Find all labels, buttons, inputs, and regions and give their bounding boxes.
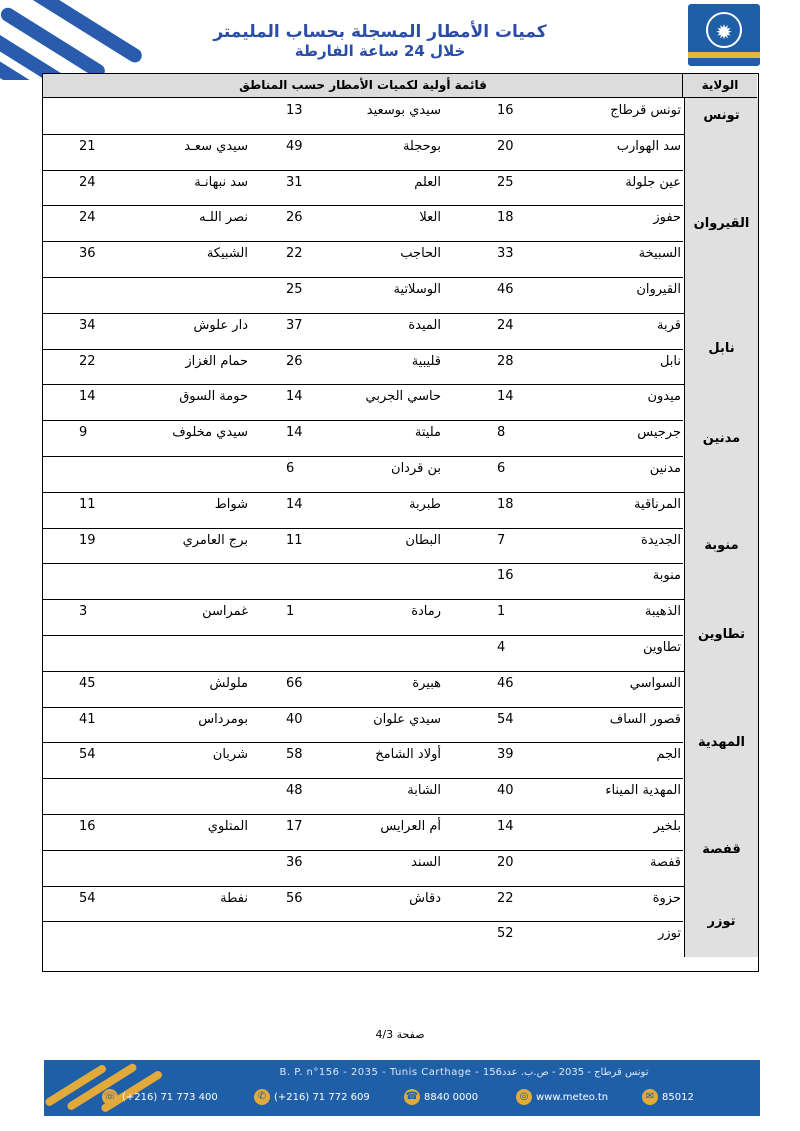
row-divider	[43, 563, 683, 564]
fax-number: (+216) 71 773 400	[122, 1092, 218, 1103]
rainfall-value: 14	[286, 496, 303, 512]
rainfall-value: 36	[79, 246, 96, 262]
station-name: القيروان	[636, 282, 681, 297]
rainfall-value: 24	[79, 210, 96, 226]
list-header: قائمة أولية لكميات الأمطار حسب المناطق	[239, 78, 487, 92]
rainfall-value: 17	[286, 819, 303, 834]
row-divider	[43, 528, 683, 529]
rainfall-value: 52	[497, 926, 514, 942]
station-name: قفصة	[649, 854, 681, 870]
rainfall-value: 58	[286, 747, 303, 763]
station-name: بن قردان	[391, 461, 441, 476]
rainfall-value: 24	[79, 174, 96, 190]
rainfall-value: 3	[79, 604, 88, 620]
rainfall-value: 9	[79, 425, 88, 441]
station-name: نابل	[659, 353, 681, 369]
station-name: عين جلولة	[625, 174, 681, 190]
station-name: حفوز	[653, 210, 681, 226]
rainfall-value: 14	[286, 425, 303, 441]
row-divider	[43, 420, 683, 421]
station-name: تطاوين	[642, 640, 681, 655]
rainfall-value: 45	[79, 675, 96, 691]
hotline-number: 8840 0000	[424, 1092, 479, 1103]
governorate-label: تونس	[684, 98, 758, 134]
page-subtitle: خلال 24 ساعة الفارطة	[294, 42, 466, 60]
rainfall-value: 54	[79, 747, 96, 763]
station-name: مدنين	[649, 461, 681, 476]
rainfall-value: 40	[286, 711, 303, 727]
rainfall-value: 49	[286, 138, 303, 154]
governorate-label: نابل	[684, 313, 758, 385]
station-name: سيدي بوسعيد	[366, 103, 441, 118]
footer-sms	[642, 1089, 694, 1107]
page-number: صفحة 4/3	[375, 1028, 425, 1041]
governorate-label: تطاوين	[684, 599, 758, 671]
meteo-tunisia-logo	[688, 4, 760, 66]
governorate-divider	[43, 814, 757, 815]
row-divider	[43, 349, 683, 350]
rainfall-value: 1	[286, 604, 295, 620]
row-divider	[43, 277, 683, 278]
governorate-divider	[43, 671, 757, 672]
rainfall-value: 14	[497, 389, 514, 405]
footer-website	[516, 1089, 608, 1107]
station-name: جرجيس	[637, 425, 681, 441]
rainfall-value: 36	[286, 854, 303, 870]
station-name: الحاجب	[400, 246, 441, 262]
rainfall-value: 66	[286, 675, 303, 691]
row-divider	[43, 850, 683, 851]
rainfall-value: 22	[497, 890, 514, 906]
row-divider	[43, 205, 683, 206]
rainfall-value: 54	[497, 711, 514, 727]
station-name: ميدون	[647, 389, 681, 405]
governorate-divider	[43, 492, 757, 493]
governorate-label: منوبة	[684, 492, 758, 599]
station-name: هبيرة	[412, 675, 441, 691]
logo-band	[688, 52, 760, 58]
station-name: مليتة	[414, 425, 441, 441]
station-name: قربة	[657, 317, 681, 333]
row-divider	[43, 456, 683, 457]
hotline-icon: ☎	[404, 1089, 420, 1105]
rainfall-value: 11	[286, 532, 303, 548]
governorate-divider	[43, 313, 757, 314]
rainfall-value: 6	[497, 461, 506, 476]
globe-icon: ◎	[516, 1089, 532, 1105]
station-name: حزوة	[652, 890, 681, 906]
station-name: الشبيكة	[206, 246, 248, 262]
station-name: العلا	[419, 210, 441, 226]
rainfall-value: 24	[497, 317, 514, 333]
station-name: تونس قرطاج	[610, 103, 681, 118]
station-name: السبيخة	[638, 246, 681, 262]
rainfall-table	[42, 73, 759, 972]
rainfall-value: 25	[286, 282, 303, 297]
table-header	[43, 74, 757, 98]
rainfall-value: 56	[286, 890, 303, 906]
rainfall-value: 48	[286, 783, 303, 799]
rainfall-value: 18	[497, 496, 514, 512]
station-name: سد الهوارب	[616, 138, 681, 154]
station-name: أم العرايس	[380, 819, 441, 834]
station-name: بومرداس	[198, 711, 248, 727]
rainfall-value: 22	[286, 246, 303, 262]
rainfall-value: 26	[286, 210, 303, 226]
fax-icon: ☏	[102, 1089, 118, 1105]
station-name: دار علوش	[193, 317, 248, 333]
rainfall-value: 4	[497, 640, 506, 655]
footer-address: B. P. n°156 - 2035 - Tunis Carthage - تونس قرطاج - 2035 - ص.ب. عدد156	[279, 1067, 649, 1078]
governorate-header: الولاية	[682, 74, 757, 97]
rainfall-value: 39	[497, 747, 514, 763]
rainfall-value: 13	[286, 103, 303, 118]
phone-icon: ✆	[254, 1089, 270, 1105]
station-name: شربان	[212, 747, 248, 763]
station-name: أولاد الشامخ	[375, 747, 441, 763]
rainfall-value: 16	[497, 103, 514, 118]
rainfall-value: 18	[497, 210, 514, 226]
rainfall-value: 19	[79, 532, 96, 548]
row-divider	[43, 707, 683, 708]
station-name: شواط	[214, 496, 248, 512]
rainfall-value: 8	[497, 425, 506, 441]
station-name: بلخير	[653, 819, 681, 834]
station-name: غمراسن	[202, 604, 248, 620]
rainfall-value: 40	[497, 783, 514, 799]
governorate-label: توزر	[684, 886, 758, 958]
rainfall-value: 31	[286, 174, 303, 190]
sms-icon: ✉	[642, 1089, 658, 1105]
rainfall-value: 41	[79, 711, 96, 727]
station-name: العلم	[414, 174, 441, 190]
rainfall-value: 46	[497, 675, 514, 691]
station-name: توزر	[658, 926, 681, 942]
rainfall-value: 14	[79, 389, 96, 405]
station-name: سيدي سعـد	[184, 138, 248, 154]
station-name: المتلوي	[207, 819, 248, 834]
row-divider	[43, 241, 683, 242]
station-name: الوسلاتية	[393, 282, 441, 297]
sms-number: 85012	[662, 1092, 694, 1103]
station-name: المرناقية	[634, 496, 681, 512]
station-name: البطان	[405, 532, 441, 548]
rainfall-value: 14	[286, 389, 303, 405]
rainfall-value: 16	[497, 568, 514, 584]
station-name: حاسي الجربي	[365, 389, 441, 405]
rainfall-value: 34	[79, 317, 96, 333]
station-name: الجم	[656, 747, 681, 763]
row-divider	[43, 778, 683, 779]
governorate-label: قفصة	[684, 814, 758, 886]
station-name: قصور الساف	[609, 711, 681, 727]
station-name: ملولش	[209, 675, 248, 691]
row-divider	[43, 635, 683, 636]
footer-hotline	[404, 1089, 478, 1107]
rainfall-value: 6	[286, 461, 295, 476]
governorate-divider	[43, 886, 757, 887]
station-name: طبربة	[408, 496, 441, 512]
phone-number: (+216) 71 772 609	[274, 1092, 370, 1103]
station-name: الشابة	[407, 783, 441, 799]
rainfall-value: 11	[79, 496, 96, 512]
station-name: برج العامري	[182, 532, 248, 548]
rainfall-value: 20	[497, 138, 514, 154]
station-name: سيدي مخلوف	[172, 425, 248, 441]
page-title: كميات الأمطار المسجلة بحساب المليمتر	[213, 22, 547, 42]
station-name: حمام الغزاز	[185, 353, 248, 369]
rainfall-value: 33	[497, 246, 514, 262]
row-divider	[43, 742, 683, 743]
footer-phone	[254, 1089, 370, 1107]
footer-fax	[102, 1089, 218, 1107]
governorate-divider	[43, 134, 757, 135]
rainfall-value: 21	[79, 138, 96, 154]
station-name: المهدية الميناء	[605, 783, 681, 799]
station-name: الجديدة	[640, 532, 681, 548]
rainfall-value: 46	[497, 282, 514, 297]
rainfall-value: 20	[497, 854, 514, 870]
website-link: www.meteo.tn	[536, 1092, 609, 1103]
station-name: دقاش	[409, 890, 441, 906]
rainfall-value: 22	[79, 353, 96, 369]
station-name: سد نبهانـة	[194, 174, 248, 190]
governorate-divider	[43, 384, 757, 385]
header-stripes-decoration	[0, 0, 200, 80]
rainfall-value: 26	[286, 353, 303, 369]
station-name: نصر اللـه	[199, 210, 248, 226]
rainfall-value: 7	[497, 532, 506, 548]
governorate-label: المهدية	[684, 671, 758, 814]
governorate-label: القيروان	[684, 134, 758, 313]
governorate-divider	[43, 599, 757, 600]
station-name: نفطة	[220, 890, 248, 906]
rainfall-value: 16	[79, 819, 96, 834]
station-name: رمادة	[411, 604, 441, 620]
footer-banner	[44, 1060, 760, 1116]
station-name: بوحجلة	[402, 138, 441, 154]
governorate-label: مدنين	[684, 384, 758, 491]
station-name: منوبة	[652, 568, 681, 584]
row-divider	[43, 921, 683, 922]
rainfall-value: 54	[79, 890, 96, 906]
rainfall-value: 37	[286, 317, 303, 333]
rainfall-value: 1	[497, 604, 506, 620]
rainfall-value: 28	[497, 353, 514, 369]
station-name: قليبية	[411, 353, 441, 369]
sun-emblem-icon: ✹	[706, 12, 742, 48]
station-name: الميدة	[408, 317, 441, 333]
station-name: حومة السوق	[179, 389, 248, 405]
station-name: السند	[411, 854, 441, 870]
row-divider	[43, 170, 683, 171]
rainfall-value: 14	[497, 819, 514, 834]
station-name: سيدي علوان	[373, 711, 441, 727]
rainfall-value: 25	[497, 174, 514, 190]
station-name: الذهيبة	[644, 604, 681, 620]
station-name: السواسي	[629, 675, 681, 691]
